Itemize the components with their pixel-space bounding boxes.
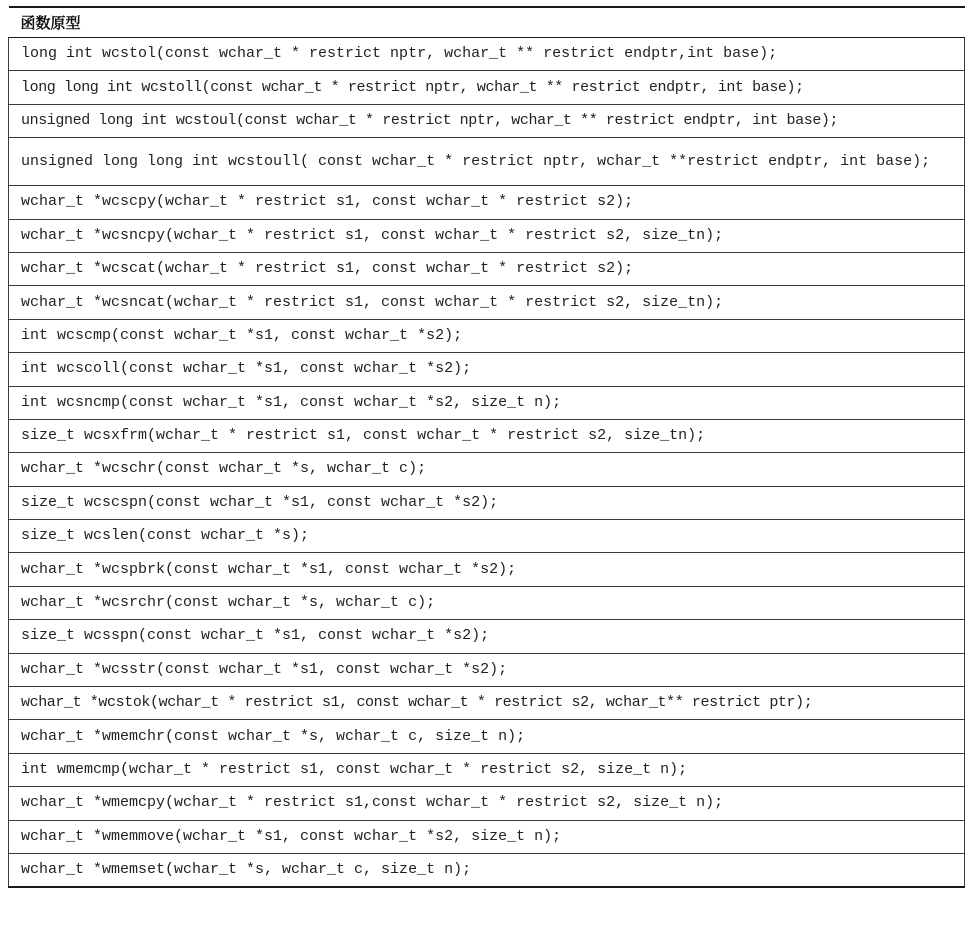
table-row <box>9 104 965 137</box>
table-header-cell: 函数原型 <box>9 7 965 38</box>
table-row <box>9 386 965 419</box>
table-row <box>9 319 965 352</box>
prototype-cell-wcsspn: size_t wcsspn(const wchar_t *s1, const wchar_t *s2); <box>9 620 965 653</box>
prototype-cell-wcsncpy: wchar_t *wcsncpy(wchar_t * restrict s1, const wchar_t * restrict s2, size_tn); <box>9 219 965 252</box>
prototype-cell-wcsncmp: int wcsncmp(const wchar_t *s1, const wchar_t *s2, size_t n); <box>9 386 965 419</box>
prototype-cell-wcscspn: size_t wcscspn(const wchar_t *s1, const wchar_t *s2); <box>9 486 965 519</box>
table-row <box>9 186 965 219</box>
table-row <box>9 787 965 820</box>
prototype-cell-wcscoll: int wcscoll(const wchar_t *s1, const wchar_t *s2); <box>9 353 965 386</box>
table-row <box>9 353 965 386</box>
table-row <box>9 486 965 519</box>
prototype-cell-wcsxfrm: size_t wcsxfrm(wchar_t * restrict s1, const wchar_t * restrict s2, size_tn); <box>9 419 965 452</box>
table-row <box>9 71 965 104</box>
prototype-cell-wcspbrk: wchar_t *wcspbrk(const wchar_t *s1, const wchar_t *s2); <box>9 553 965 586</box>
table-row <box>9 453 965 486</box>
table-row <box>9 820 965 853</box>
prototype-cell-wmemcpy: wchar_t *wmemcpy(wchar_t * restrict s1,const wchar_t * restrict s2, size_t n); <box>9 787 965 820</box>
table-row <box>9 138 965 186</box>
prototype-cell-wmemchr: wchar_t *wmemchr(const wchar_t *s, wchar_t c, size_t n); <box>9 720 965 753</box>
table-row <box>9 419 965 452</box>
prototype-cell-wcstoull: unsigned long long int wcstoull( const wchar_t * restrict nptr, wchar_t **restrict endptr, int base); <box>9 138 965 186</box>
table-row <box>9 653 965 686</box>
prototype-cell-wmemset: wchar_t *wmemset(wchar_t *s, wchar_t c, size_t n); <box>9 853 965 886</box>
prototype-cell-wmemcmp: int wmemcmp(wchar_t * restrict s1, const wchar_t * restrict s2, size_t n); <box>9 753 965 786</box>
table-row <box>9 853 965 886</box>
table-row <box>9 520 965 553</box>
prototype-cell-wcschr: wchar_t *wcschr(const wchar_t *s, wchar_t c); <box>9 453 965 486</box>
table-row <box>9 720 965 753</box>
table-row <box>9 252 965 285</box>
table-row <box>9 620 965 653</box>
table-row <box>9 687 965 720</box>
function-prototype-table-wrapper <box>8 6 965 888</box>
table-row <box>9 286 965 319</box>
prototype-cell-wcstoul: unsigned long int wcstoul(const wchar_t * restrict nptr, wchar_t ** restrict endptr, int base); <box>9 104 965 137</box>
prototype-cell-wcscat: wchar_t *wcscat(wchar_t * restrict s1, const wchar_t * restrict s2); <box>9 252 965 285</box>
prototype-cell-wcstok: wchar_t *wcstok(wchar_t * restrict s1, const wchar_t * restrict s2, wchar_t** restrict ptr); <box>9 687 965 720</box>
prototype-cell-wcsrchr: wchar_t *wcsrchr(const wchar_t *s, wchar_t c); <box>9 586 965 619</box>
prototype-cell-wcstol: long int wcstol(const wchar_t * restrict nptr, wchar_t ** restrict endptr,int base); <box>9 38 965 71</box>
prototype-cell-wcslen: size_t wcslen(const wchar_t *s); <box>9 520 965 553</box>
prototype-cell-wcstoll: long long int wcstoll(const wchar_t * restrict nptr, wchar_t ** restrict endptr, int base); <box>9 71 965 104</box>
table-row <box>9 586 965 619</box>
prototype-cell-wcsncat: wchar_t *wcsncat(wchar_t * restrict s1, const wchar_t * restrict s2, size_tn); <box>9 286 965 319</box>
table-row <box>9 753 965 786</box>
table-row <box>9 219 965 252</box>
prototype-cell-wcsstr: wchar_t *wcsstr(const wchar_t *s1, const wchar_t *s2); <box>9 653 965 686</box>
prototype-cell-wcscmp: int wcscmp(const wchar_t *s1, const wchar_t *s2); <box>9 319 965 352</box>
table-row <box>9 553 965 586</box>
function-prototype-table <box>8 6 965 888</box>
prototype-cell-wmemmove: wchar_t *wmemmove(wchar_t *s1, const wchar_t *s2, size_t n); <box>9 820 965 853</box>
prototype-cell-wcscpy: wchar_t *wcscpy(wchar_t * restrict s1, const wchar_t * restrict s2); <box>9 186 965 219</box>
table-header-row <box>9 7 965 38</box>
table-row <box>9 38 965 71</box>
